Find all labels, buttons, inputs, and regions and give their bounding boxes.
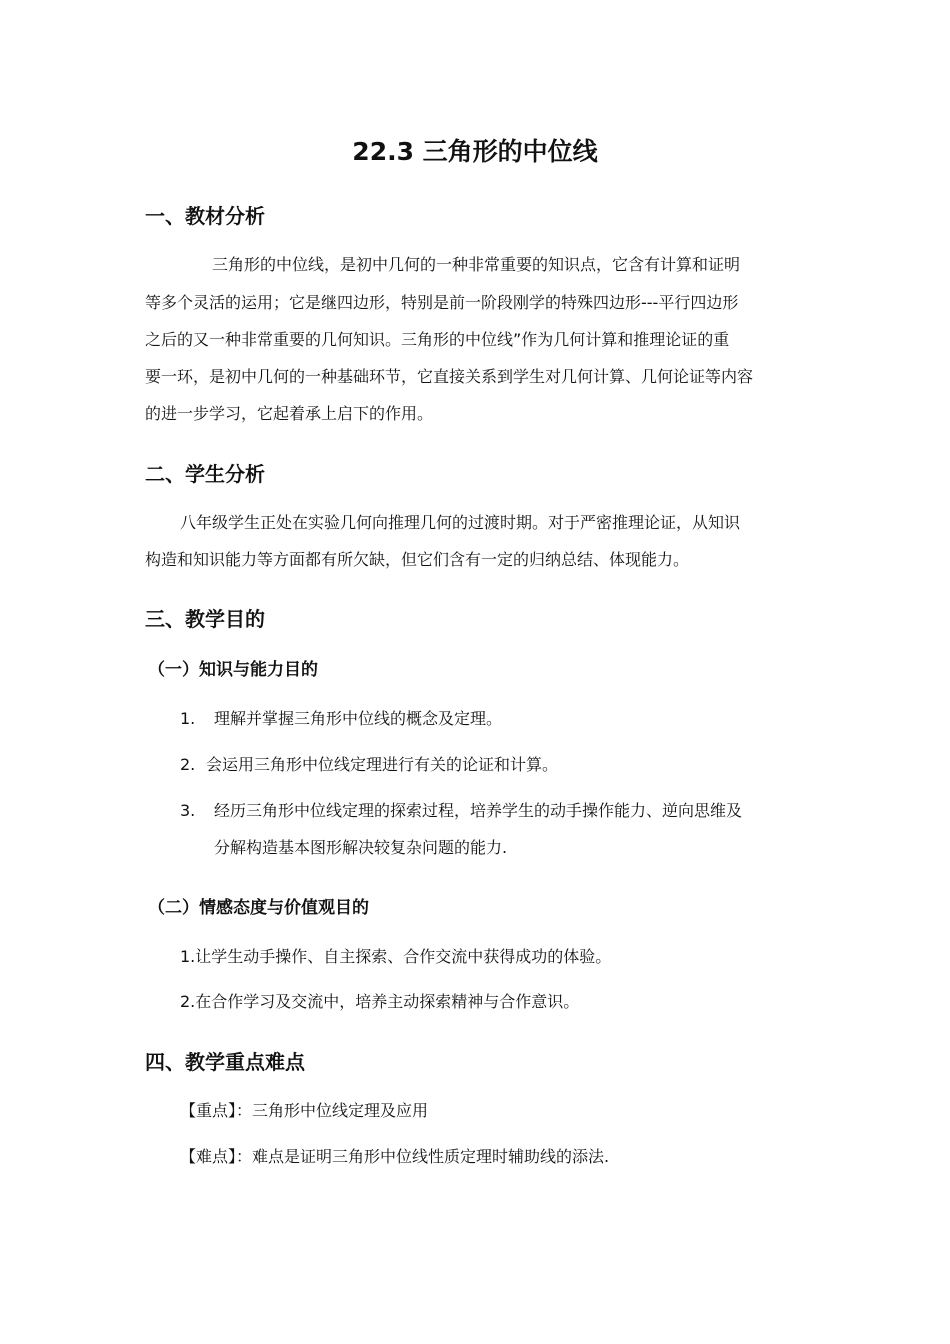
list-item-text: 经历三角形中位线定理的探索过程，培养学生的动手操作能力、逆向思维及: [214, 801, 743, 820]
list-item: 2.在合作学习及交流中，培养主动探索精神与合作意识。: [180, 992, 580, 1011]
list-item: [180, 706, 502, 729]
paragraph-line: 之后的又一种非常重要的几何知识。三角形的中位线”作为几何计算和推理论证的重: [145, 330, 730, 349]
key-point-label: 【重点】: [180, 1101, 237, 1120]
key-point-line: [180, 1098, 428, 1121]
list-item: [180, 798, 742, 821]
paragraph-line: 构造和知识能力等方面都有所欠缺，但它们含有一定的归纳总结、体现能力。: [145, 550, 690, 569]
paragraph-line: 八年级学生正处在实验几何向推理几何的过渡时期。对于严密推理论证，从知识: [180, 513, 741, 532]
key-point-text: ：三角形中位线定理及应用: [236, 1101, 429, 1120]
list-item-continuation: 分解构造基本图形解决较复杂问题的能力.: [214, 838, 508, 857]
section-heading-student-analysis: 二、学生分析: [145, 462, 265, 486]
list-item: 1.让学生动手操作、自主探索、合作交流中获得成功的体验。: [180, 947, 612, 966]
section-heading-teaching-goals: 三、教学目的: [145, 607, 265, 631]
difficult-point-line: [180, 1144, 609, 1167]
list-item-number: 2.: [180, 755, 196, 774]
document-title: 22.3 三角形的中位线: [352, 137, 598, 166]
subsection-heading-emotion-values: （二）情感态度与价值观目的: [148, 898, 369, 918]
section-heading-textbook-analysis: 一、教材分析: [145, 204, 265, 228]
paragraph-line: 要一环，是初中几何的一种基础环节，它直接关系到学生对几何计算、几何论证等内容: [145, 367, 754, 386]
list-item-number: 3.: [180, 801, 196, 820]
list-item-number: 1.: [180, 709, 196, 728]
list-item-text: 理解并掌握三角形中位线的概念及定理。: [214, 709, 503, 728]
paragraph-line: 三角形的中位线，是初中几何的一种非常重要的知识点，它含有计算和证明: [212, 255, 741, 274]
difficult-point-text: ：难点是证明三角形中位线性质定理时辅助线的添法.: [236, 1147, 610, 1166]
list-item-text: 会运用三角形中位线定理进行有关的论证和计算。: [206, 755, 559, 774]
section-heading-key-difficult-points: 四、教学重点难点: [145, 1050, 305, 1074]
list-item: [180, 752, 558, 775]
subsection-heading-knowledge-ability: （一）知识与能力目的: [148, 660, 318, 680]
paragraph-line: 等多个灵活的运用；它是继四边形，特别是前一阶段刚学的特殊四边形---平行四边形: [145, 293, 739, 312]
paragraph-line: 的进一步学习，它起着承上启下的作用。: [145, 404, 434, 423]
difficult-point-label: 【难点】: [180, 1147, 237, 1166]
